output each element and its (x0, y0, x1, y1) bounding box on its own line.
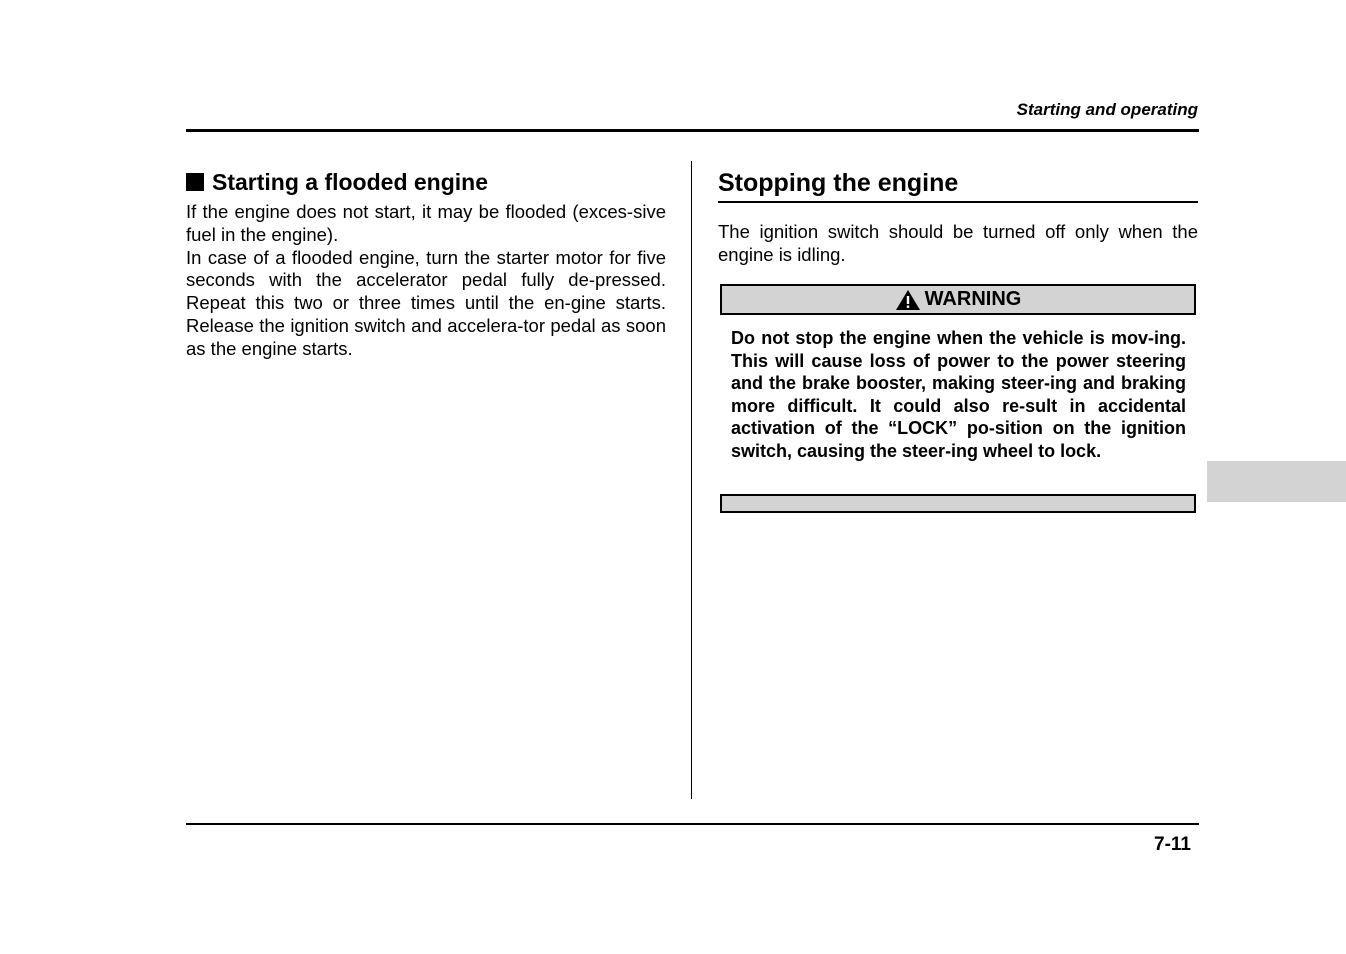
warning-box (720, 284, 1196, 463)
section-heading: Stopping the engine (718, 167, 1198, 203)
warning-label: WARNING (924, 288, 1022, 310)
flooded-paragraph-2: In case of a flooded engine, turn the starter motor for five seconds with the accelerator pedal fully de-pressed. Repeat this two or three times until the en-gine starts. Release the ignition switch and accelera-tor pedal as soon as the engine starts. (186, 246, 666, 359)
running-header: Starting and operating (1016, 100, 1198, 119)
flooded-paragraph-1: If the engine does not start, it may be flooded (exces-sive fuel in the engine). (186, 201, 666, 245)
header-rule (186, 129, 1199, 132)
page-number: 7-11 (1154, 834, 1191, 855)
subsection-heading (186, 167, 666, 197)
column-divider (691, 161, 692, 799)
left-column (186, 167, 666, 361)
footer-rule (186, 823, 1199, 825)
warning-header (720, 284, 1196, 315)
square-bullet-icon (186, 173, 204, 191)
subsection-heading-text: Starting a flooded engine (212, 169, 489, 195)
warning-footer-bar (720, 494, 1196, 513)
warning-triangle-icon (895, 289, 921, 311)
right-column (718, 167, 1198, 267)
stopping-paragraph: The ignition switch should be turned off only when the engine is idling. (718, 221, 1198, 265)
chapter-side-tab (1207, 461, 1346, 502)
warning-text: Do not stop the engine when the vehicle is mov-ing. This will cause loss of power to the power steering and the brake booster, making steer-ing and braking more difficult. It could also re-sult in accidental activation of the “LOCK” po-sition on the ignition switch, causing the steer-ing wheel to lock. (731, 328, 1186, 461)
